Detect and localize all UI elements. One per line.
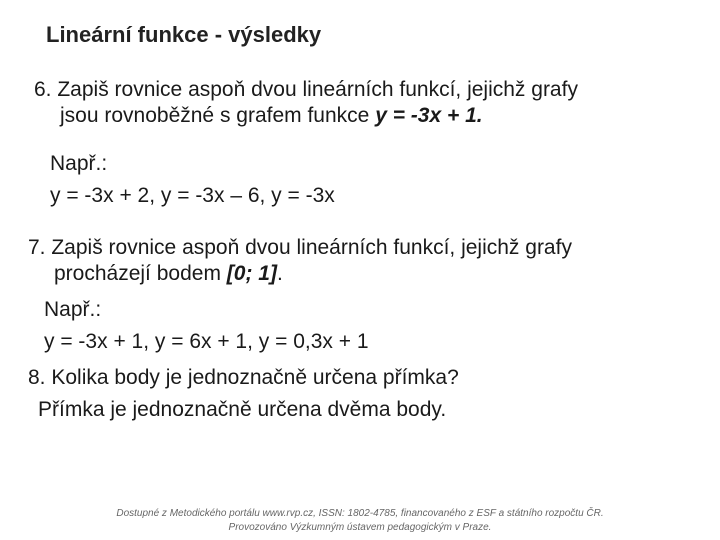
question-6-line-1: 6. Zapiš rovnice aspoň dvou lineárních funkcí, jejichž grafy [34, 78, 578, 101]
question-6-function: y = -3x + 1. [375, 104, 483, 127]
question-7-line-1: 7. Zapiš rovnice aspoň dvou lineárních funkcí, jejichž grafy [28, 236, 572, 259]
footer-line-1: Dostupné z Metodického portálu www.rvp.cz, ISSN: 1802-4785, financovaného z ESF a státního rozpočtu ČR. [116, 508, 604, 519]
question-7-answer-label: Např.: [44, 298, 102, 321]
question-6-text: jsou rovnoběžné s grafem funkce [60, 104, 376, 127]
question-7-line-2 [54, 262, 283, 286]
question-7-point: [0; 1] [226, 262, 277, 285]
question-8: 8. Kolika body je jednoznačně určena přímka? [28, 366, 459, 389]
question-8-answer: Přímka je jednoznačně určena dvěma body. [38, 398, 447, 421]
footer-line-2: Provozováno Výzkumným ústavem pedagogickým v Praze. [228, 522, 492, 533]
question-6-answer: y = -3x + 2, y = -3x – 6, y = -3x [50, 184, 335, 207]
slide-title: Lineární funkce - výsledky [46, 22, 322, 47]
question-7-answer: y = -3x + 1, y = 6x + 1, y = 0,3x + 1 [44, 330, 369, 353]
question-6-answer-label: Např.: [50, 152, 108, 175]
question-7-text: procházejí bodem [54, 262, 227, 285]
question-6-line-2 [60, 104, 483, 128]
question-7-period: . [276, 262, 283, 285]
